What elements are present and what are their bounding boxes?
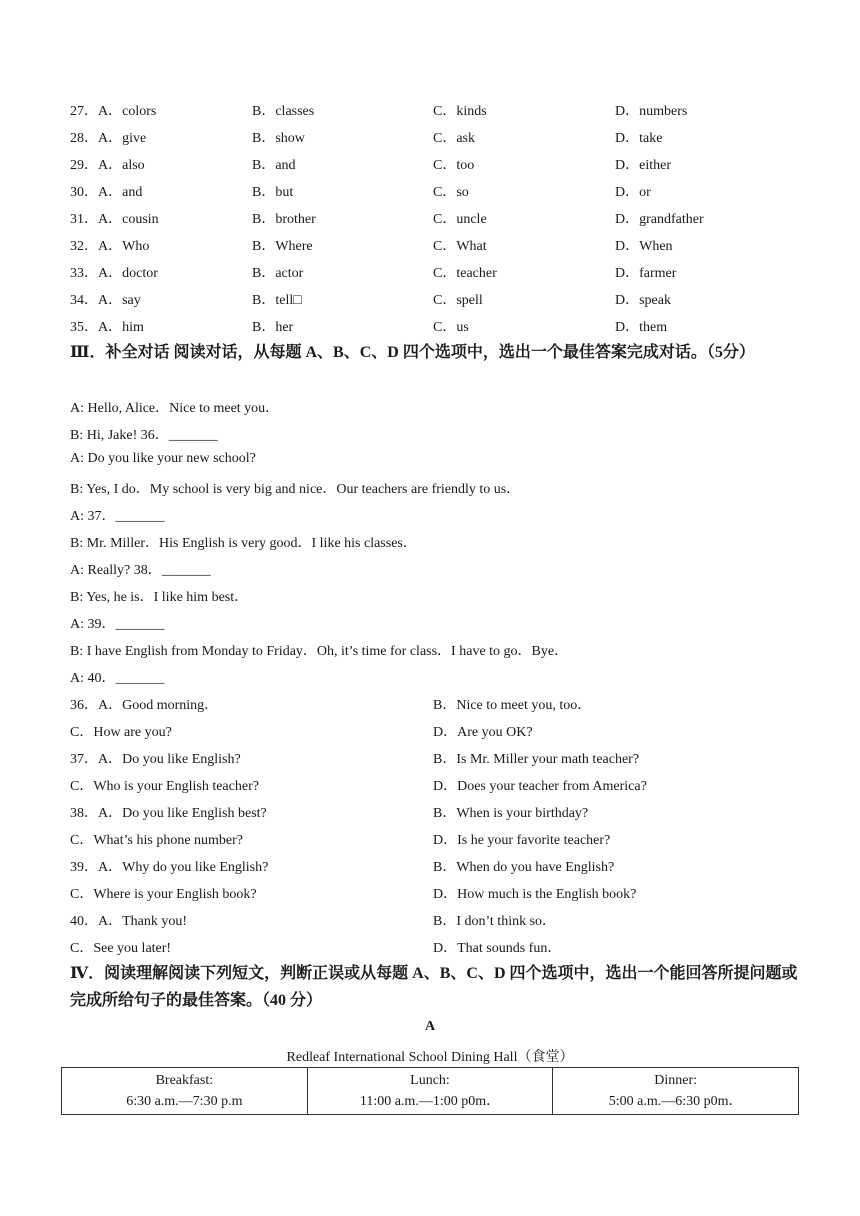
answer-option-left: 39．A．Why do you like English? <box>70 860 269 875</box>
option-d: D．take <box>615 131 663 146</box>
answer-option-left: C．Where is your English book? <box>70 887 257 902</box>
answer-option-left: 37．A．Do you like English? <box>70 752 241 767</box>
question-number: 32． <box>70 239 98 254</box>
option-a-text: A．colors <box>98 104 157 119</box>
option-c: C．kinds <box>433 104 487 119</box>
dialogue-line: B: Hi, Jake! 36．_______ <box>70 428 218 443</box>
section-3-heading: Ⅲ．补全对话 阅读对话，从每题 A、B、C、D 四个选项中，选出一个最佳答案完成对话。（5分） <box>70 344 755 361</box>
answer-option-left: C．What’s his phone number? <box>70 833 244 848</box>
option-b: B．brother <box>252 212 316 227</box>
option-row <box>0 289 860 309</box>
option-c: C．uncle <box>433 212 487 227</box>
answer-option-left: 38．A．Do you like English best? <box>70 806 267 821</box>
option-b: B．classes <box>252 104 315 119</box>
answer-option-left: 36．A．Good morning． <box>70 698 219 713</box>
option-a <box>70 181 142 201</box>
option-d: D．or <box>615 185 651 200</box>
answer-option-row <box>0 856 860 876</box>
option-a-text: A．cousin <box>98 212 159 227</box>
question-number: 27． <box>70 104 98 119</box>
option-row <box>0 127 860 147</box>
lunch-cell <box>307 1068 553 1115</box>
lunch-header: Lunch: <box>410 1073 450 1088</box>
answer-option-row <box>0 775 860 795</box>
answer-option-right: B．I don’t think so． <box>433 914 557 929</box>
option-b: B．actor <box>252 266 304 281</box>
option-d: D．them <box>615 320 668 335</box>
option-a <box>70 100 156 120</box>
option-a <box>70 262 158 282</box>
answer-option-row <box>0 802 860 822</box>
dialogue-line: A: Hello, Alice．Nice to meet you． <box>70 401 280 416</box>
option-d: D．grandfather <box>615 212 704 227</box>
option-a-text: A．say <box>98 293 141 308</box>
option-a-text: A．give <box>98 131 147 146</box>
option-b: B．and <box>252 158 296 173</box>
dialogue-line: A: 39．_______ <box>70 617 165 632</box>
section-4-heading: Ⅳ．阅读理解阅读下列短文，判断正误或从每题 A、B、C、D 四个选项中，选出一个能回答所提问题或完成所给句子的最佳答案。（40 分） <box>70 965 798 1009</box>
option-a-text: A．Who <box>98 239 150 254</box>
option-a-text: A．and <box>98 185 143 200</box>
option-c: C．teacher <box>433 266 497 281</box>
answer-option-right: B．Nice to meet you, too． <box>433 698 592 713</box>
option-c: C．spell <box>433 293 483 308</box>
option-a-text: A．doctor <box>98 266 158 281</box>
dinner-time: 5:00 a.m.—6:30 p0m． <box>608 1094 743 1109</box>
answer-option-row <box>0 910 860 930</box>
option-a <box>70 289 141 309</box>
option-d: D．When <box>615 239 673 254</box>
option-d: D．farmer <box>615 266 677 281</box>
dialogue-line: B: Mr. Miller．His English is very good．I like his classes． <box>70 536 417 551</box>
dialogue-line: A: Really? 38．_______ <box>70 563 211 578</box>
breakfast-header: Breakfast: <box>155 1073 214 1088</box>
question-number: 28． <box>70 131 98 146</box>
breakfast-cell <box>62 1068 308 1115</box>
option-c: C．so <box>433 185 469 200</box>
option-a <box>70 235 149 255</box>
dialogue-line: B: I have English from Monday to Friday．Oh, it’s time for class．I have to go．Bye． <box>70 644 569 659</box>
dining-hours-table <box>61 1067 799 1115</box>
option-a-text: A．also <box>98 158 145 173</box>
option-d: D．speak <box>615 293 671 308</box>
option-c: C．What <box>433 239 487 254</box>
answer-option-row <box>0 694 860 714</box>
answer-option-right: B．When is your birthday? <box>433 806 589 821</box>
passage-label: A <box>424 1019 436 1034</box>
answer-option-row <box>0 883 860 903</box>
option-row <box>0 235 860 255</box>
answer-option-right: D．That sounds fun． <box>433 941 562 956</box>
answer-option-right: B．When do you have English? <box>433 860 615 875</box>
lunch-time: 11:00 a.m.—1:00 p0m． <box>359 1094 501 1109</box>
answer-option-right: D．How much is the English book? <box>433 887 637 902</box>
option-b: B．Where <box>252 239 313 254</box>
question-number: 33． <box>70 266 98 281</box>
answer-option-left: 40．A．Thank you! <box>70 914 188 929</box>
question-number: 34． <box>70 293 98 308</box>
dialogue-line: A: 37．_______ <box>70 509 165 524</box>
answer-option-right: D．Does your teacher from America? <box>433 779 647 794</box>
answer-option-left: C．See you later! <box>70 941 172 956</box>
answer-option-right: D．Is he your favorite teacher? <box>433 833 611 848</box>
dialogue-line: A: 40．_______ <box>70 671 165 686</box>
option-a <box>70 316 144 336</box>
option-row <box>0 181 860 201</box>
question-number: 30． <box>70 185 98 200</box>
option-row <box>0 262 860 282</box>
question-number: 35． <box>70 320 98 335</box>
option-a-text: A．him <box>98 320 144 335</box>
answer-option-right: D．Are you OK? <box>433 725 533 740</box>
question-number: 29． <box>70 158 98 173</box>
answer-option-right: B．Is Mr. Miller your math teacher? <box>433 752 640 767</box>
answer-option-row <box>0 721 860 741</box>
option-b: B．tell□ <box>252 293 302 308</box>
option-b: B．show <box>252 131 305 146</box>
dinner-cell <box>553 1068 799 1115</box>
option-b: B．but <box>252 185 294 200</box>
breakfast-time: 6:30 a.m.—7:30 p.m <box>126 1094 243 1109</box>
dialogue-line: A: Do you like your new school? <box>70 451 256 466</box>
option-c: C．us <box>433 320 469 335</box>
option-c: C．too <box>433 158 475 173</box>
option-a <box>70 127 146 147</box>
option-a <box>70 154 145 174</box>
dinner-header: Dinner: <box>654 1073 698 1088</box>
option-a <box>70 208 159 228</box>
option-b: B．her <box>252 320 294 335</box>
option-c: C．ask <box>433 131 475 146</box>
option-d: D．numbers <box>615 104 688 119</box>
passage-title: Redleaf International School Dining Hall（食堂） <box>286 1050 574 1065</box>
dialogue-line: B: Yes, he is．I like him best． <box>70 590 249 605</box>
answer-option-row <box>0 748 860 768</box>
answer-option-left: C．Who is your English teacher? <box>70 779 259 794</box>
question-number: 31． <box>70 212 98 227</box>
option-row <box>0 208 860 228</box>
answer-option-row <box>0 937 860 957</box>
option-row <box>0 100 860 120</box>
option-row <box>0 316 860 336</box>
option-d: D．either <box>615 158 671 173</box>
answer-option-row <box>0 829 860 849</box>
option-row <box>0 154 860 174</box>
answer-option-left: C．How are you? <box>70 725 172 740</box>
dialogue-line: B: Yes, I do．My school is very big and nice．Our teachers are friendly to us． <box>70 482 521 497</box>
